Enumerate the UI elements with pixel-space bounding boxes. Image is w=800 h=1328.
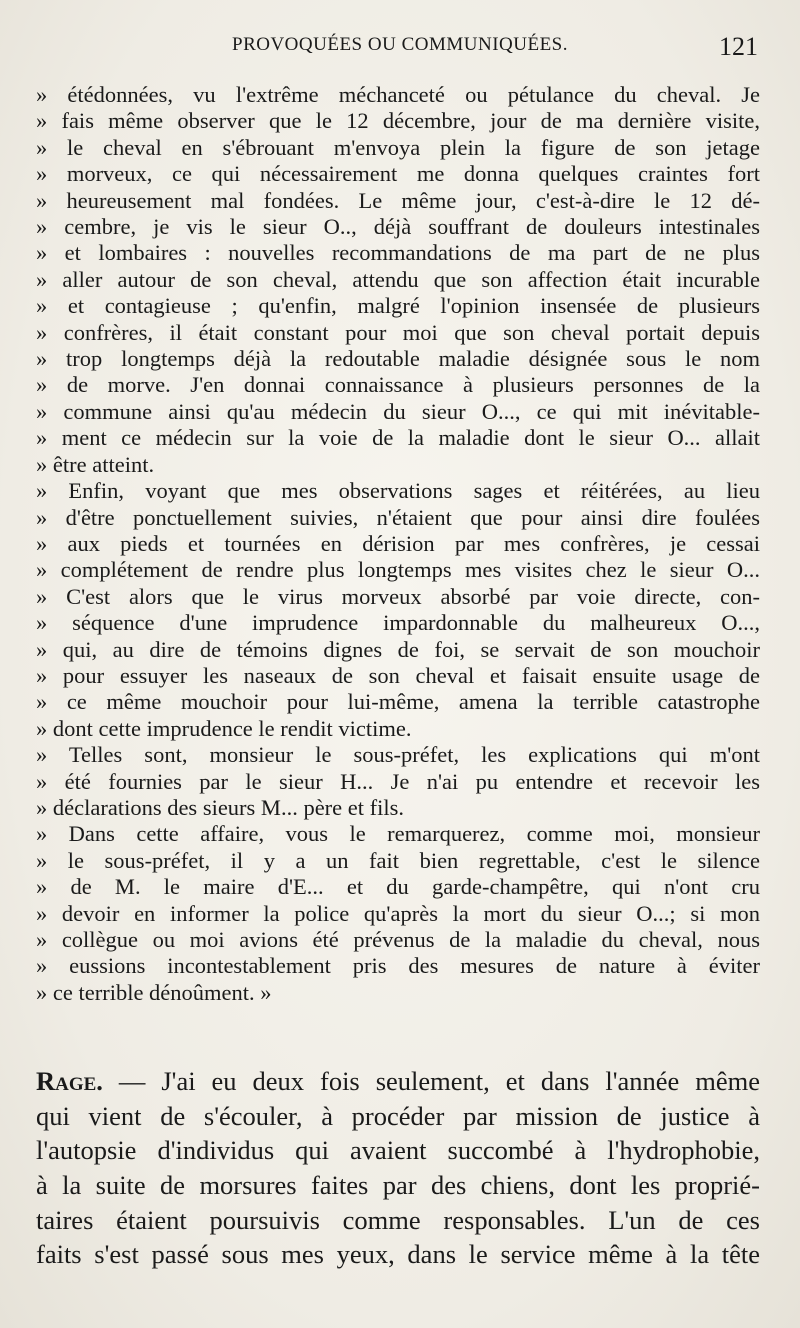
running-head (40, 30, 760, 64)
text-line: » trop longtemps déjà la redoutable maladie désignée sous le nom (36, 346, 760, 372)
body-text (36, 82, 760, 1272)
text-line: » aux pieds et tournées en dérision par mes confrères, je cessai (36, 530, 760, 556)
text-line: » et contagieuse ; qu'enfin, malgré l'opinion insensée de plusieurs (36, 293, 760, 319)
text-line: » devoir en informer la police qu'après la mort du sieur O...; si mon (36, 900, 760, 926)
text-line: » Telles sont, monsieur le sous-préfet, les explications qui m'ont (36, 742, 760, 768)
text-line: » et lombaires : nouvelles recommandations de ma part de ne plus (36, 240, 760, 266)
text-line: l'autopsie d'individus qui avaient succombé à l'hydrophobie, (36, 1135, 760, 1166)
text-line: » Dans cette affaire, vous le remarquerez, comme moi, monsieur (36, 821, 760, 847)
text-line: » qui, au dire de témoins dignes de foi, se servait de son mouchoir (36, 636, 760, 662)
text-line: » être atteint. (36, 451, 155, 477)
text-line: » morveux, ce qui nécessairement me donna quelques craintes fort (36, 161, 760, 187)
text-line: » étédonnées, vu l'extrême méchanceté ou pétulance du cheval. Je (36, 82, 760, 107)
text-line: taires étaient poursuivis comme responsables. L'un de ces (36, 1204, 760, 1235)
text-line: » commune ainsi qu'au médecin du sieur O..., ce qui mit inévitable- (36, 398, 760, 424)
text-line: » de M. le maire d'E... et du garde-champêtre, qui n'ont cru (36, 874, 760, 900)
text-line: faits s'est passé sous mes yeux, dans le service même à la tête (36, 1239, 760, 1270)
running-title: PROVOQUÉES OU COMMUNIQUÉES. (232, 34, 568, 55)
page-number: 121 (719, 32, 758, 61)
text-line: » eussions incontestablement pris des mesures de nature à éviter (36, 953, 760, 979)
text-line: » le cheval en s'ébrouant m'envoya plein la figure de son jetage (36, 134, 760, 160)
text-line: » ce même mouchoir pour lui-même, amena la terrible catastrophe (36, 689, 760, 715)
section-spacer (36, 1006, 760, 1064)
text-line: » heureusement mal fondées. Le même jour, c'est-à-dire le 12 dé- (36, 187, 760, 213)
quoted-passage (36, 82, 760, 1006)
section-heading: Rage. (36, 1066, 103, 1097)
text-line: » ment ce médecin sur la voie de la maladie dont le sieur O... allait (36, 425, 760, 451)
text-line: » pour essuyer les naseaux de son cheval et faisait ensuite usage de (36, 662, 760, 688)
text-line: » complétement de rendre plus longtemps mes visites chez le sieur O... (36, 557, 760, 583)
text-line: » été fournies par le sieur H... Je n'ai pu entendre et recevoir les (36, 768, 760, 794)
text-line: » déclarations des sieurs M... père et fils. (36, 794, 405, 820)
text-line: » aller autour de son cheval, attendu que son affection était incurable (36, 266, 760, 292)
text-line: » fais même observer que le 12 décembre, jour de ma dernière visite, (36, 108, 760, 134)
text-line: » d'être ponctuellement suivies, n'étaient que pour ainsi dire foulées (36, 504, 760, 530)
text-line: » de morve. J'en donnai connaissance à plusieurs personnes de la (36, 372, 760, 398)
text-line: » ce terrible dénoûment. » (36, 979, 272, 1005)
text-line: à la suite de morsures faites par des chiens, dont les proprié- (36, 1170, 760, 1200)
text-line: » le sous-préfet, il y a un fait bien regrettable, c'est le silence (36, 847, 760, 873)
section-line-text: — J'ai eu deux fois seulement, et dans l'année même (118, 1066, 761, 1097)
text-line: » dont cette imprudence le rendit victime. (36, 715, 412, 741)
text-line: » confrères, il était constant pour moi que son cheval portait depuis (36, 319, 760, 345)
rage-section (36, 1064, 760, 1272)
text-line: » Enfin, voyant que mes observations sages et réitérées, au lieu (36, 478, 760, 504)
text-line: » cembre, je vis le sieur O.., déjà souffrant de douleurs intestinales (36, 214, 760, 240)
text-line: » C'est alors que le virus morveux absorbé par voie directe, con- (36, 583, 760, 609)
text-line (36, 1064, 760, 1099)
text-line: qui vient de s'écouler, à procéder par mission de justice à (36, 1100, 760, 1131)
text-line: » séquence d'une imprudence impardonnable du malheureux O..., (36, 610, 760, 636)
text-line: » collègue ou moi avions été prévenus de la maladie du cheval, nous (36, 927, 760, 952)
